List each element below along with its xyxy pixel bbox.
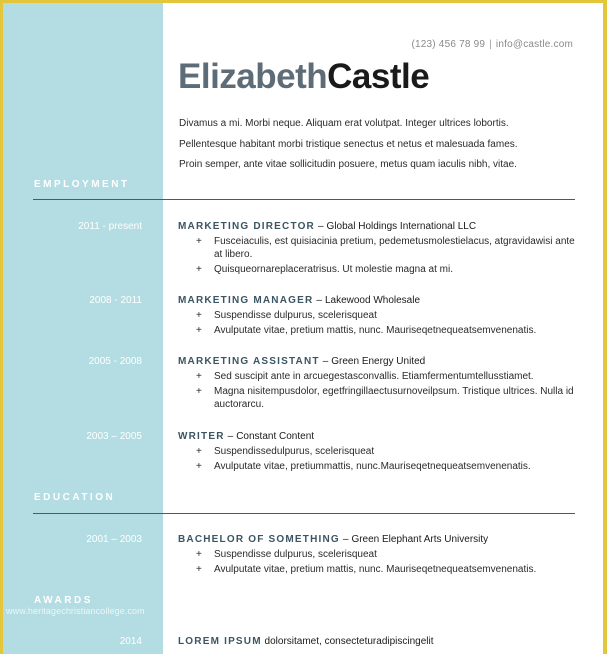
bullet-text: Sed suscipit ante in arcuegestasconvallis. Etiamfermentumtellusstiamet. xyxy=(214,371,534,382)
first-name: Elizabeth xyxy=(178,57,328,96)
entry-date: 2001 – 2003 xyxy=(86,534,142,545)
watermark-text: www.heritagechristiancollege.com xyxy=(6,606,145,616)
bullet-text: Suspendisse dulpurus, scelerisqueat xyxy=(214,310,377,321)
bullet-text: Avulputate vitae, pretium mattis, nunc. Mauriseqetnequeatsemvenenatis. xyxy=(214,325,537,336)
bullet-list xyxy=(178,235,578,276)
title-separator: – xyxy=(322,356,329,367)
title-separator: – xyxy=(317,221,324,232)
plus-icon: + xyxy=(196,564,202,575)
intro-line: Divamus a mi. Morbi neque. Aliquam erat volutpat. Integer ultrices lobortis. xyxy=(179,118,509,129)
entry-title xyxy=(178,356,578,368)
bullet-text: Avulputate vitae, pretiummattis, nunc.Mauriseqetnequeatsemvenenatis. xyxy=(214,461,531,472)
plus-icon: + xyxy=(196,371,202,382)
entry-title xyxy=(178,221,578,233)
bullet-item xyxy=(178,460,578,473)
section-heading-awards: AWARDS xyxy=(34,595,93,606)
bullet-text: Avulputate vitae, pretium mattis, nunc. Mauriseqetnequeatsemvenenatis. xyxy=(214,564,537,575)
bullet-item xyxy=(178,563,578,576)
section-heading-education: EDUCATION xyxy=(34,492,116,503)
entry-date: 2014 xyxy=(119,636,142,647)
entry-content xyxy=(178,431,578,475)
plus-icon: + xyxy=(196,549,202,560)
bullet-item xyxy=(178,370,578,383)
entry-date: 2008 - 2011 xyxy=(89,295,142,306)
sidebar-column xyxy=(3,3,163,654)
title-separator: – xyxy=(342,534,349,545)
bullet-item xyxy=(178,309,578,322)
entry-company: dolorsitamet, consecteturadipiscingelit xyxy=(264,636,434,647)
entry-role: MARKETING MANAGER xyxy=(178,295,314,306)
entry-date: 2011 - present xyxy=(78,221,142,232)
bullet-item xyxy=(178,263,578,276)
entry-title xyxy=(178,534,578,546)
entry-role: BACHELOR OF SOMETHING xyxy=(178,534,340,545)
resume-page xyxy=(3,3,603,654)
plus-icon: + xyxy=(196,325,202,336)
bullet-text: Magna nisitempusdolor, egetfringillaectusurnoveilpsum. Tristique ultrices. Nulla id auctorarcu. xyxy=(214,386,574,410)
entry-date: 2003 – 2005 xyxy=(86,431,142,442)
bullet-list xyxy=(178,445,578,473)
plus-icon: + xyxy=(196,236,202,247)
entry-company: Green Energy United xyxy=(331,356,426,367)
intro-line: Proin semper, ante vitae sollicitudin posuere, metus quam iaculis nibh, vitae. xyxy=(179,159,517,170)
plus-icon: + xyxy=(196,310,202,321)
bullet-item xyxy=(178,324,578,337)
entry-content xyxy=(178,356,578,413)
plus-icon: + xyxy=(196,461,202,472)
entry-company: Green Elephant Arts University xyxy=(351,534,489,545)
entry-role: LOREM IPSUM xyxy=(178,636,262,647)
contact-separator: | xyxy=(489,39,492,50)
bullet-text: Suspendissedulpurus, scelerisqueat xyxy=(214,446,375,457)
section-divider xyxy=(33,513,575,514)
contact-info xyxy=(411,39,573,50)
plus-icon: + xyxy=(196,446,202,457)
title-separator: – xyxy=(227,431,234,442)
entry-role: MARKETING DIRECTOR xyxy=(178,221,315,232)
section-divider xyxy=(33,199,575,200)
bullet-list xyxy=(178,548,578,576)
bullet-text: Quisqueornareplaceratrisus. Ut molestie magna at mi. xyxy=(214,264,453,275)
section-heading-employment: EMPLOYMENT xyxy=(34,179,130,190)
entry-content xyxy=(178,534,578,578)
entry-role: WRITER xyxy=(178,431,225,442)
entry-date: 2005 - 2008 xyxy=(88,356,142,367)
entry-company: Global Holdings International LLC xyxy=(326,221,477,232)
bullet-item xyxy=(178,235,578,261)
bullet-list xyxy=(178,309,578,337)
plus-icon: + xyxy=(196,264,202,275)
bullet-text: Fusceiaculis, est quisiacinia pretium, pedemetusmolestielacus, atgravidawisi ante at libero. xyxy=(214,236,575,260)
email-address: info@castle.com xyxy=(495,39,573,50)
entry-content xyxy=(178,221,578,278)
entry-role: MARKETING ASSISTANT xyxy=(178,356,320,367)
entry-title xyxy=(178,431,578,443)
intro-line: Pellentesque habitant morbi tristique senectus et netus et malesuada fames. xyxy=(179,138,518,150)
entry-title xyxy=(178,295,578,307)
bullet-item xyxy=(178,445,578,458)
intro-summary xyxy=(179,118,569,180)
entry-content xyxy=(178,295,578,339)
bullet-item xyxy=(178,385,578,411)
entry-title xyxy=(178,636,578,648)
entry-company: Constant Content xyxy=(236,431,315,442)
entry-company: Lakewood Wholesale xyxy=(324,295,421,306)
last-name: Castle xyxy=(327,57,430,96)
entry-content xyxy=(178,636,578,648)
plus-icon: + xyxy=(196,386,202,397)
phone-number: (123) 456 78 99 xyxy=(411,39,486,50)
candidate-name xyxy=(178,55,429,99)
title-separator: – xyxy=(316,295,322,306)
bullet-text: Suspendisse dulpurus, scelerisqueat xyxy=(214,549,377,560)
bullet-list xyxy=(178,370,578,411)
bullet-item xyxy=(178,548,578,561)
